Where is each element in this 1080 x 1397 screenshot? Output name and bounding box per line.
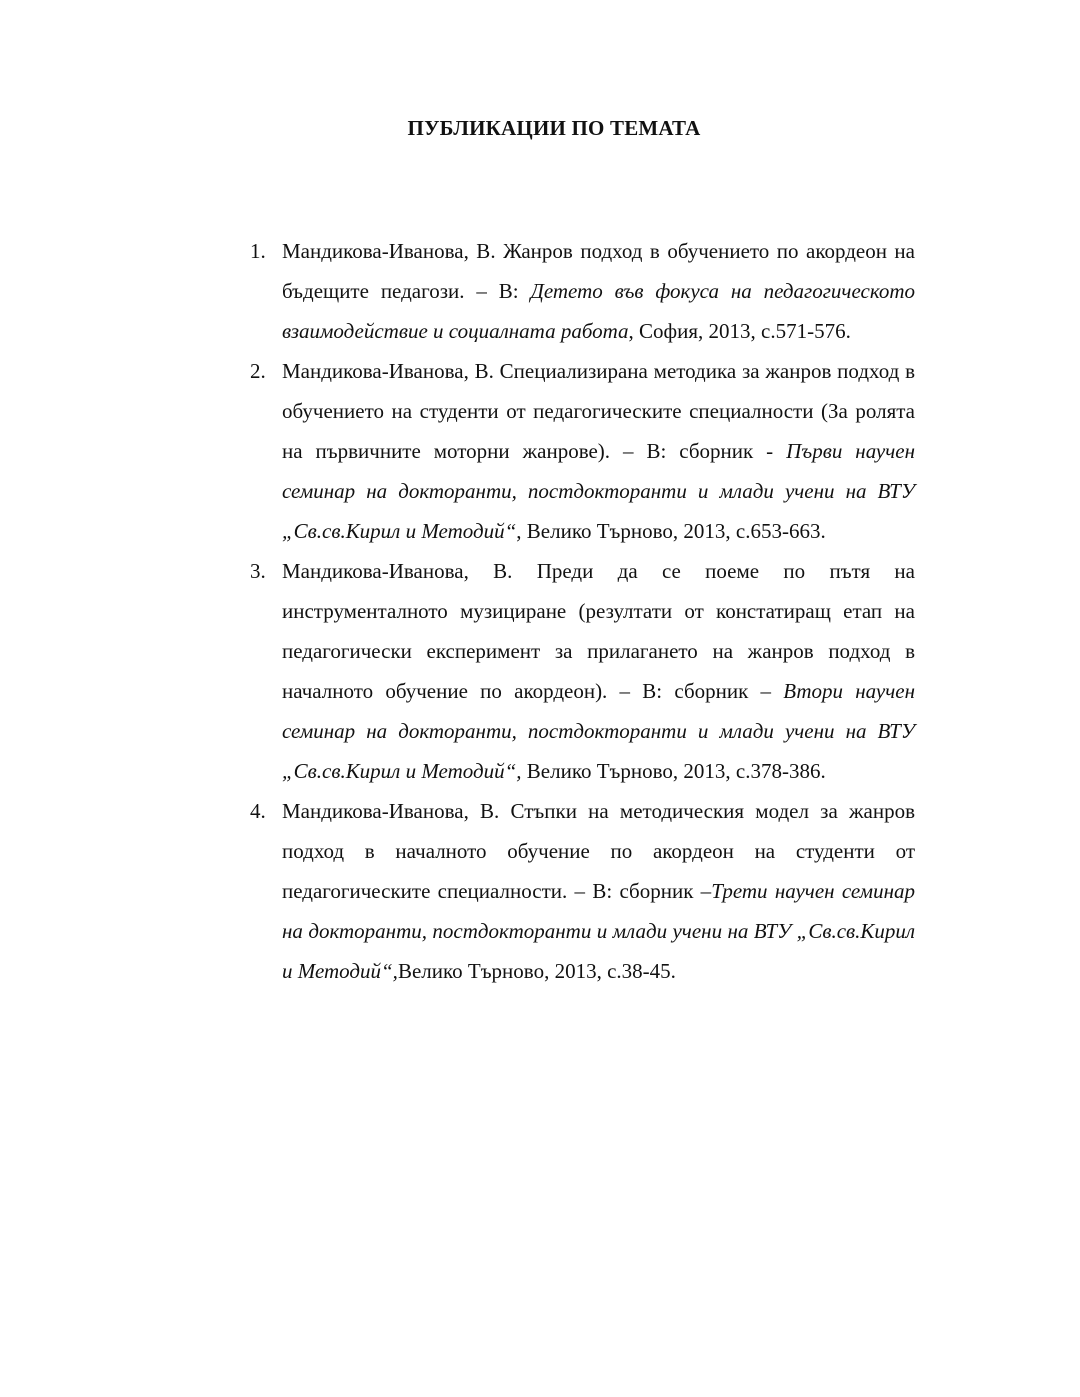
- publication-number: 4.: [250, 799, 266, 823]
- publication-text: Жанров подход в обучението по акордеон на бъдещите педагози. – В:: [282, 239, 915, 303]
- publication-details: Велико Търново, 2013, с.378-386.: [521, 759, 826, 783]
- publication-author: Мандикова-Иванова, В.: [282, 359, 500, 383]
- publication-item-3: [250, 551, 915, 791]
- publication-author: Мандикова-Иванова, В.: [282, 559, 537, 583]
- publication-number: 3.: [250, 559, 266, 583]
- publication-details: Велико Търново, 2013, с.38-45.: [397, 959, 676, 983]
- publication-source: Детето във фокуса на педагогическото взаимодействие и социалната работа: [282, 279, 916, 343]
- publication-author: Мандикова-Иванова, В.: [282, 799, 511, 823]
- publication-author: Мандикова-Иванова, В.: [282, 239, 504, 263]
- publication-details: , София, 2013, с.571-576.: [628, 319, 851, 343]
- page-title: ПУБЛИКАЦИИ ПО ТЕМАТА: [407, 116, 701, 140]
- publication-text: Специализирана методика за жанров подход в обучението на студенти от педагогическите специалности (За ролята на първичните моторни жанрове). – В: сборник -: [282, 359, 915, 463]
- publication-number: 2.: [250, 359, 266, 383]
- publication-list: [250, 231, 916, 991]
- publication-source: Трети научен семинар на докторанти, постдокторанти и млади учени на ВТУ „Св.св.Кирил и Методий“,: [282, 879, 916, 983]
- publication-number: 1.: [250, 239, 266, 263]
- publication-item-2: [250, 351, 916, 551]
- publication-item-4: [250, 791, 916, 991]
- publication-details: , Велико Търново, 2013, с.653-663.: [516, 519, 826, 543]
- publication-item-1: [250, 231, 916, 351]
- publication-text: Стъпки на методическия модел за жанров подход в началното обучение по акордеон на студенти от педагогическите специалности. – В: сборник –: [282, 799, 915, 903]
- publication-source: Втори научен семинар на докторанти, постдокторанти и млади учени на ВТУ „Св.св.Кирил и Методий“,: [282, 679, 915, 783]
- publication-source: Първи научен семинар на докторанти, постдокторанти и млади учени на ВТУ „Св.св.Кирил и Методий“: [282, 439, 916, 543]
- publication-text: Преди да се поеме по пътя на инструменталното музициране (резултати от констатиращ етап на педагогически експеримент за прилагането на жанров подход в началното обучение по акордеон). – В: сборник –: [282, 559, 915, 703]
